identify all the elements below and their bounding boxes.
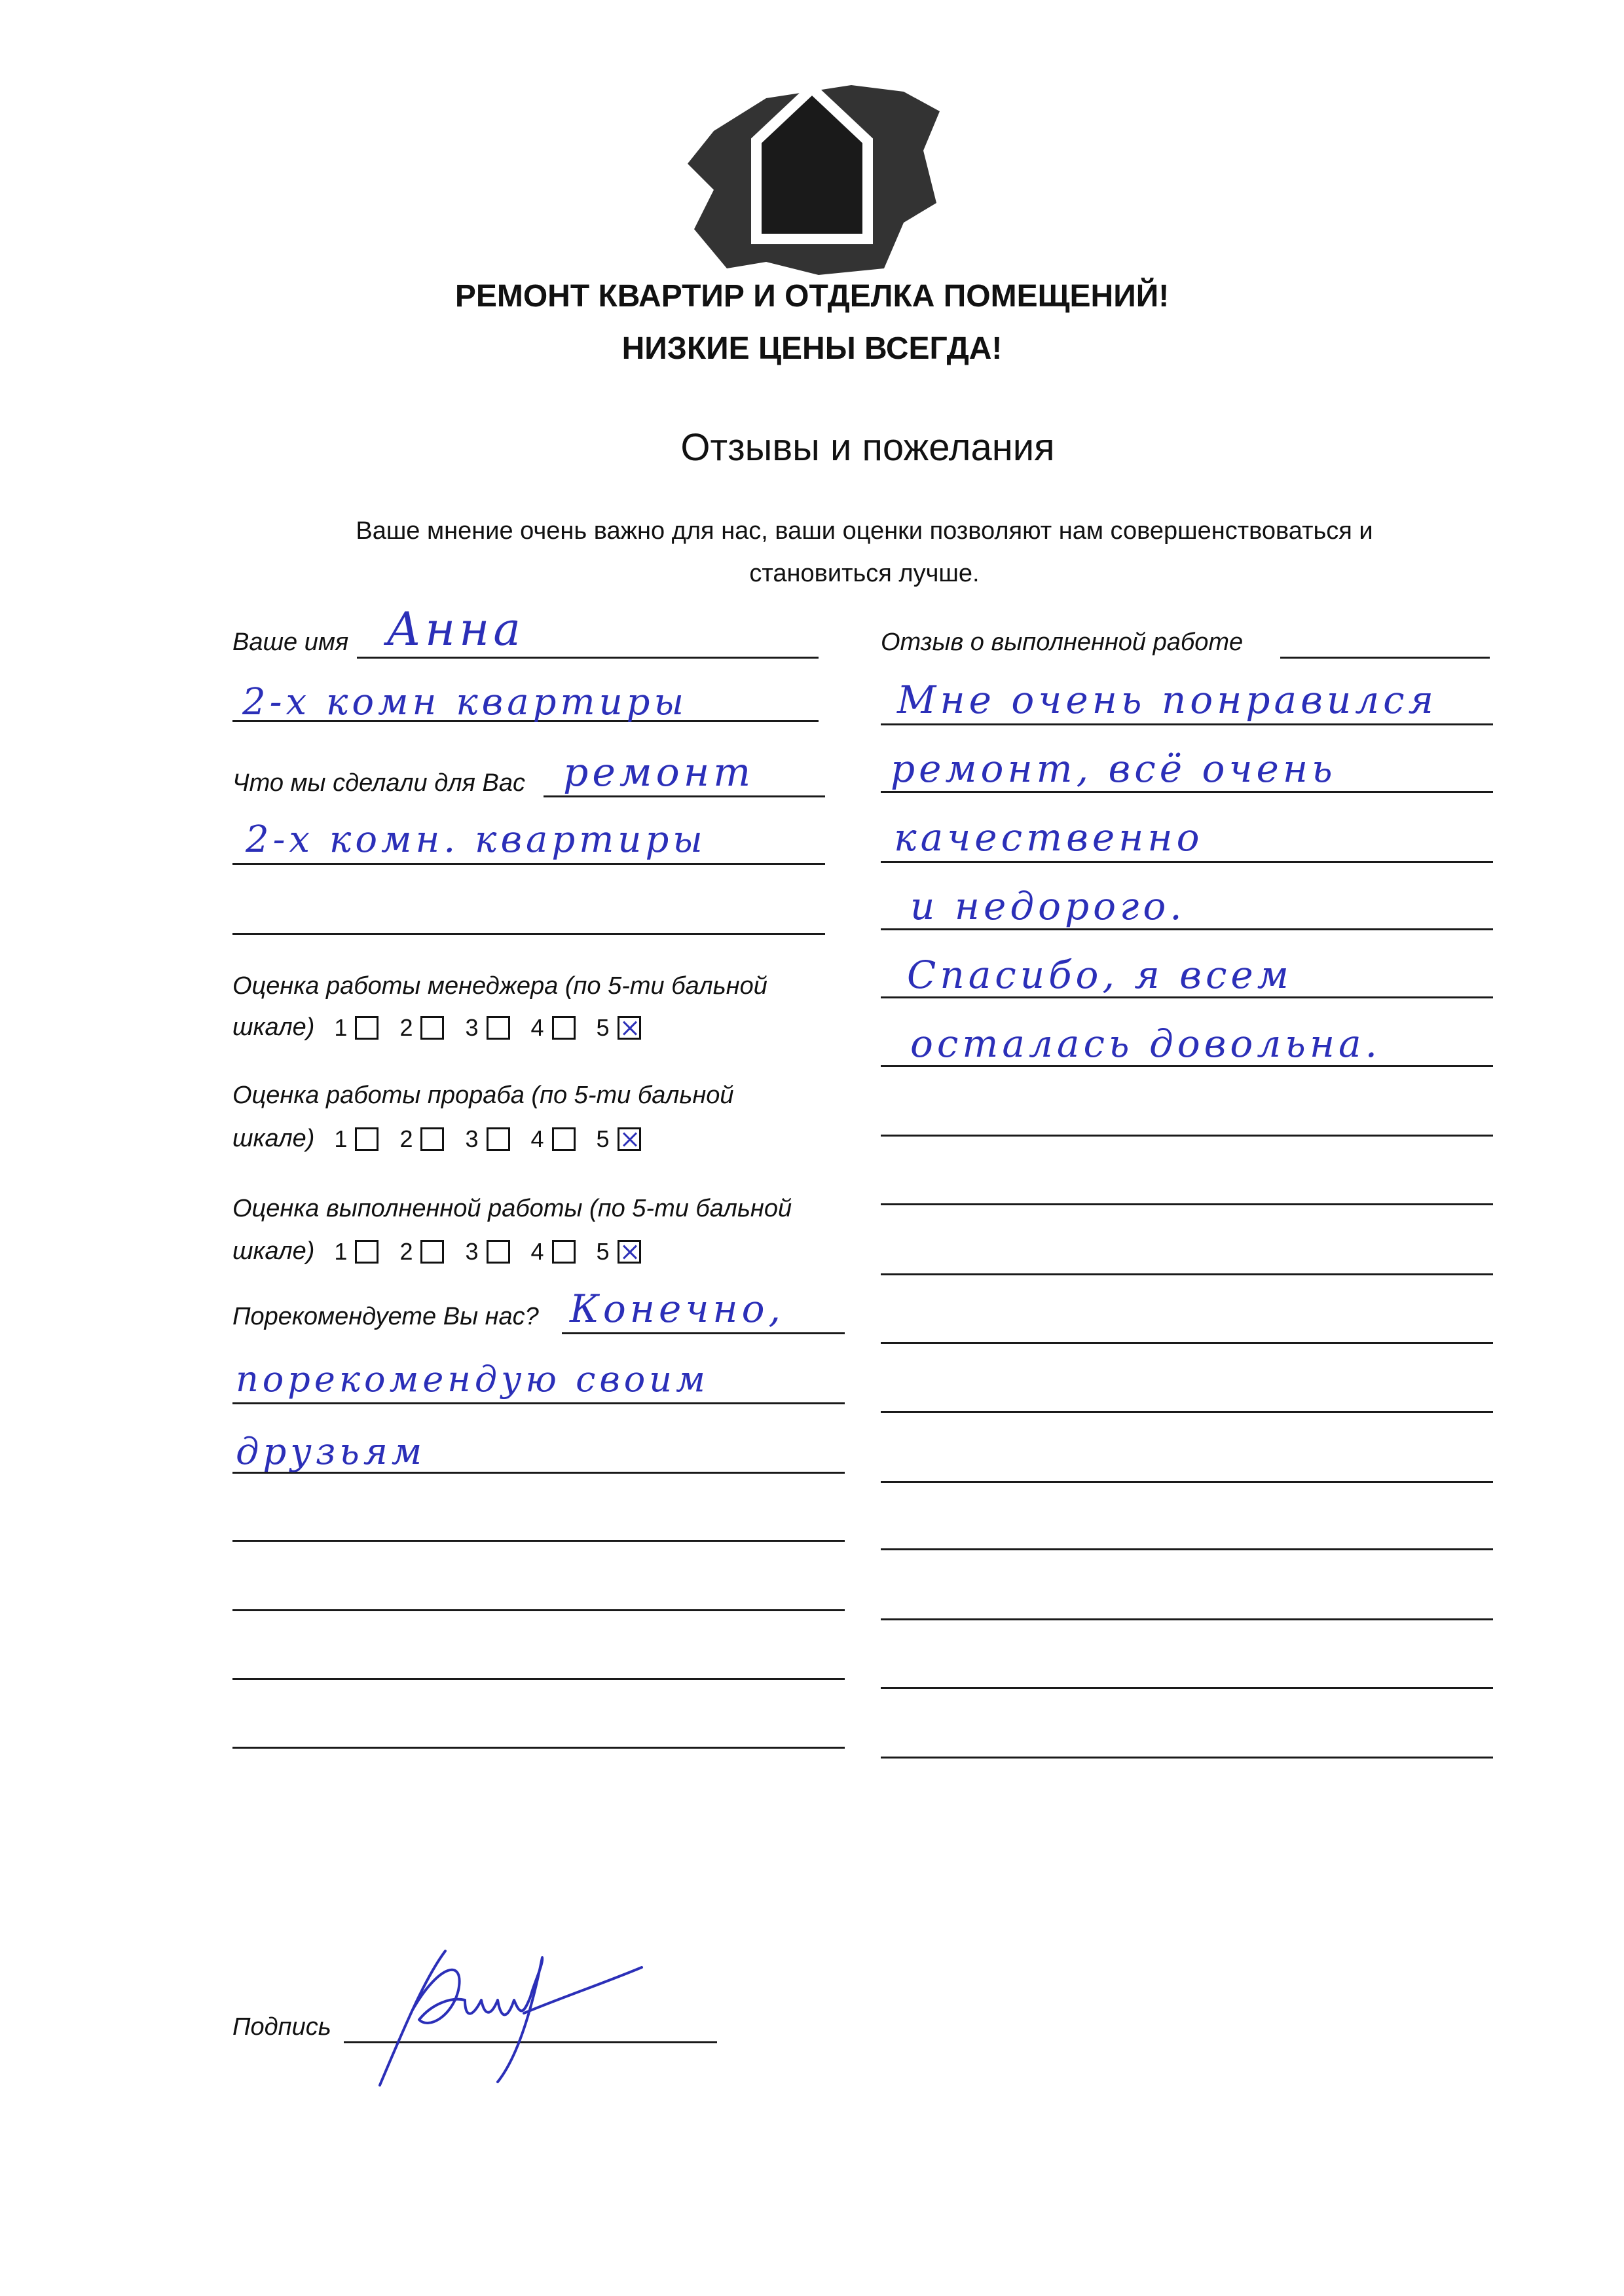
work-rating-label: Оценка выполненной работы (по 5-ти бальной bbox=[232, 1195, 792, 1222]
option-number: 3 bbox=[465, 1237, 479, 1265]
company-slogan-line1: РЕМОНТ КВАРТИР И ОТДЕЛКА ПОМЕЩЕНИЙ! bbox=[454, 279, 1170, 314]
name-value: Анна bbox=[386, 602, 525, 656]
recommend-line-7[interactable] bbox=[232, 1747, 845, 1749]
company-slogan-line2: НИЗКИЕ ЦЕНЫ ВСЕГДА! bbox=[621, 331, 1003, 366]
option-number: 5 bbox=[596, 1125, 610, 1152]
review-line-8[interactable] bbox=[881, 1203, 1493, 1205]
company-logo bbox=[688, 72, 943, 288]
done-label: Что мы сделали для Вас bbox=[232, 769, 525, 797]
done-line-3[interactable] bbox=[232, 933, 825, 935]
recommend-value-3: друзьям bbox=[236, 1430, 426, 1473]
review-line-10[interactable] bbox=[881, 1342, 1493, 1344]
review-text-line-4: и недорого. bbox=[910, 884, 1186, 928]
option-number: 1 bbox=[334, 1125, 348, 1152]
review-line-14[interactable] bbox=[881, 1618, 1493, 1620]
foreman-checkbox-4[interactable] bbox=[552, 1127, 576, 1151]
recommend-value-2: порекомендую своим bbox=[236, 1358, 709, 1400]
foreman-rating-scale bbox=[232, 1125, 662, 1153]
manager-checkbox-4[interactable] bbox=[552, 1016, 576, 1040]
work-checkbox-4[interactable] bbox=[552, 1240, 576, 1264]
manager-scale-label: шкале) bbox=[232, 1013, 315, 1041]
manager-checkbox-5[interactable] bbox=[618, 1016, 641, 1040]
review-line-3[interactable] bbox=[881, 861, 1493, 863]
review-text-line-3: качественно bbox=[894, 815, 1204, 860]
intro-text-line1: Ваше мнение очень важно для нас, ваши оценки позволяют нам совершенствоваться и bbox=[356, 517, 1373, 545]
option-number: 5 bbox=[596, 1237, 610, 1265]
work-scale-label: шкале) bbox=[232, 1237, 315, 1265]
handwritten-signature bbox=[367, 1938, 655, 2095]
name-field-line[interactable] bbox=[357, 657, 819, 659]
work-checkbox-5[interactable] bbox=[618, 1240, 641, 1264]
recommend-line-2[interactable] bbox=[232, 1402, 845, 1404]
foreman-checkbox-5[interactable] bbox=[618, 1127, 641, 1151]
foreman-checkbox-3[interactable] bbox=[487, 1127, 510, 1151]
done-field-line[interactable] bbox=[544, 795, 825, 797]
option-number: 1 bbox=[334, 1237, 348, 1265]
manager-rating-label: Оценка работы менеджера (по 5-ти бальной bbox=[232, 972, 767, 1000]
option-number: 2 bbox=[399, 1013, 413, 1041]
work-checkbox-1[interactable] bbox=[355, 1240, 378, 1264]
option-number: 5 bbox=[596, 1013, 610, 1041]
recommend-line-5[interactable] bbox=[232, 1609, 845, 1611]
recommend-label: Порекомендуете Вы нас? bbox=[232, 1303, 539, 1330]
work-checkbox-3[interactable] bbox=[487, 1240, 510, 1264]
recommend-line-4[interactable] bbox=[232, 1540, 845, 1542]
foreman-checkbox-2[interactable] bbox=[420, 1127, 444, 1151]
review-line-15[interactable] bbox=[881, 1687, 1493, 1689]
signature-label: Подпись bbox=[232, 2013, 331, 2041]
foreman-rating-label: Оценка работы прораба (по 5-ти бальной bbox=[232, 1082, 734, 1109]
intro-text-line2: становиться лучше. bbox=[749, 560, 980, 587]
option-number: 4 bbox=[530, 1237, 544, 1265]
name-extra-value: 2-х комн квартиры bbox=[242, 681, 688, 723]
review-line-9[interactable] bbox=[881, 1273, 1493, 1275]
review-text-line-6: осталась довольна. bbox=[910, 1021, 1382, 1066]
done-value-1: ремонт bbox=[563, 750, 755, 795]
option-number: 2 bbox=[399, 1125, 413, 1152]
review-text-line-2: ремонт, всё очень bbox=[891, 746, 1337, 791]
name-label: Ваше имя bbox=[232, 629, 349, 656]
manager-rating-scale bbox=[232, 1013, 662, 1042]
review-line-2[interactable] bbox=[881, 791, 1493, 793]
review-line-4[interactable] bbox=[881, 928, 1493, 930]
review-line-16[interactable] bbox=[881, 1757, 1493, 1758]
manager-checkbox-1[interactable] bbox=[355, 1016, 378, 1040]
review-label: Отзыв о выполненной работе bbox=[881, 629, 1244, 656]
recommend-value-1: Конечно, bbox=[570, 1286, 784, 1331]
manager-checkbox-2[interactable] bbox=[420, 1016, 444, 1040]
option-number: 3 bbox=[465, 1013, 479, 1041]
manager-checkbox-3[interactable] bbox=[487, 1016, 510, 1040]
option-number: 2 bbox=[399, 1237, 413, 1265]
review-text-line-5: Спасибо, я всем bbox=[907, 953, 1293, 997]
option-number: 1 bbox=[334, 1013, 348, 1041]
review-text-line-1: Мне очень понравился bbox=[897, 678, 1438, 722]
form-title: Отзывы и пожелания bbox=[680, 426, 1055, 469]
recommend-field-line[interactable] bbox=[562, 1332, 845, 1334]
done-line-2[interactable] bbox=[232, 863, 825, 865]
option-number: 3 bbox=[465, 1125, 479, 1152]
review-line-7[interactable] bbox=[881, 1135, 1493, 1137]
done-value-2: 2-х комн. квартиры bbox=[246, 818, 707, 861]
option-number: 4 bbox=[530, 1013, 544, 1041]
recommend-line-6[interactable] bbox=[232, 1678, 845, 1680]
work-rating-scale bbox=[232, 1237, 662, 1266]
review-line-12[interactable] bbox=[881, 1481, 1493, 1483]
review-line-1[interactable] bbox=[881, 723, 1493, 725]
option-number: 4 bbox=[530, 1125, 544, 1152]
review-line-11[interactable] bbox=[881, 1411, 1493, 1413]
review-field-line[interactable] bbox=[1280, 657, 1490, 659]
review-line-13[interactable] bbox=[881, 1548, 1493, 1550]
foreman-scale-label: шкале) bbox=[232, 1125, 315, 1152]
work-checkbox-2[interactable] bbox=[420, 1240, 444, 1264]
foreman-checkbox-1[interactable] bbox=[355, 1127, 378, 1151]
